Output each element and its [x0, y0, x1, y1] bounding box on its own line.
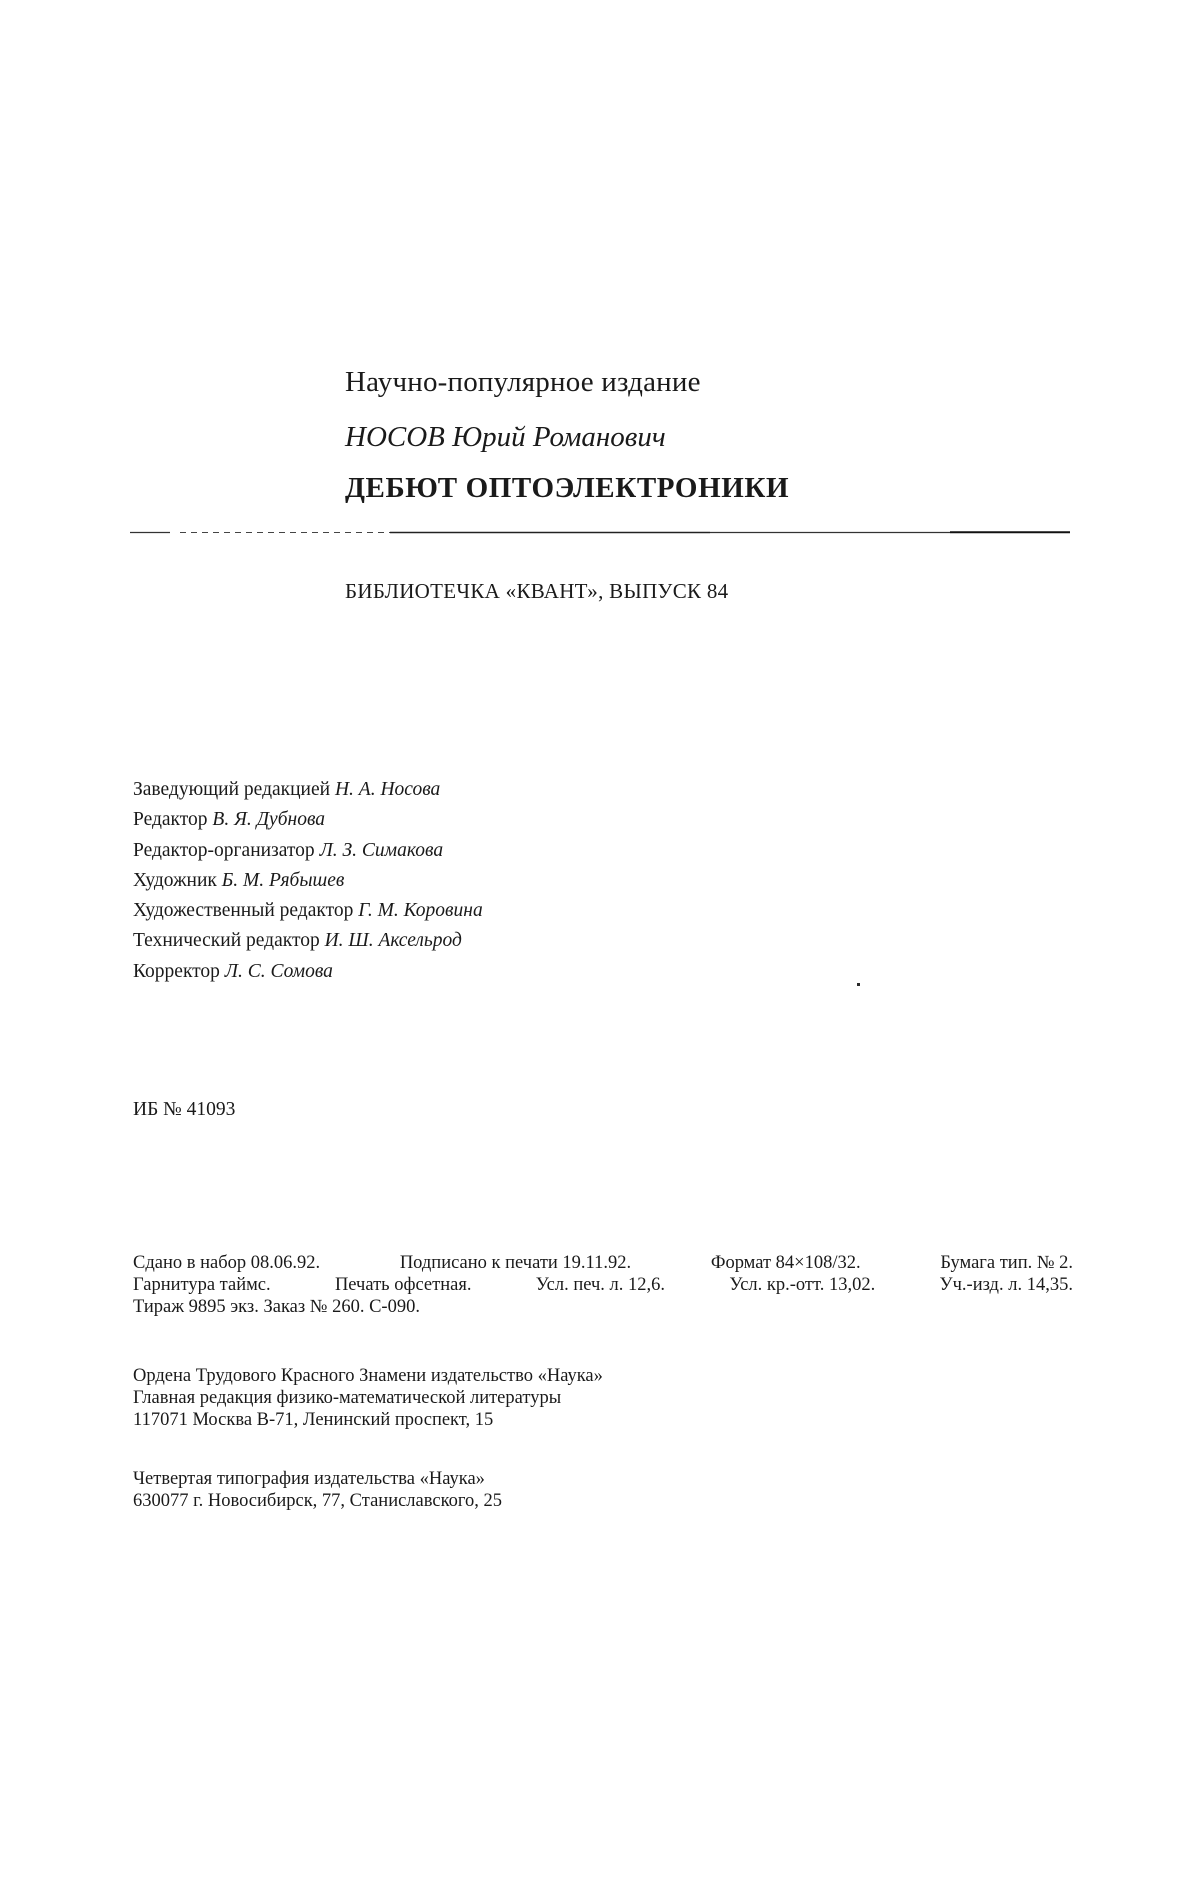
edition-type: Научно-популярное издание: [345, 366, 701, 398]
staff-role: Заведующий редакцией: [133, 779, 331, 800]
staff-role: Редактор-организатор: [133, 839, 315, 861]
staff-row: [133, 836, 483, 866]
format: Формат 84×108/32.: [710, 1253, 861, 1273]
book-title: ДЕБЮТ ОПТОЭЛЕКТРОНИКИ: [345, 472, 790, 504]
publisher-address: [133, 1365, 603, 1431]
divider-rule: [130, 531, 1070, 534]
print-details-line: [133, 1252, 1073, 1274]
printer-name: Четвертая типография издательства «Наука»: [133, 1469, 485, 1489]
staff-person: Л. С. Сомова: [224, 960, 333, 982]
staff-role: Редактор: [133, 809, 208, 831]
print-details-line: [133, 1296, 1073, 1318]
editorial-staff-list: [133, 775, 483, 987]
series-title: БИБЛИОТЕЧКА «КВАНТ», ВЫПУСК 84: [345, 579, 729, 603]
typeset-date: Сдано в набор 08.06.92.: [133, 1253, 321, 1273]
signed-date: Подписано к печати 19.11.92.: [399, 1253, 632, 1273]
staff-person: Г. М. Коровина: [358, 900, 483, 922]
publisher-division: Главная редакция физико-математической литературы: [133, 1388, 562, 1408]
printed-sheets: Усл. печ. л. 12,6.: [535, 1275, 666, 1295]
paper-type: Бумага тип. № 2.: [940, 1253, 1073, 1273]
author-name: НОСОВ Юрий Романович: [345, 421, 666, 453]
printer-address: [133, 1468, 502, 1512]
staff-row: [133, 805, 483, 835]
print-details: [133, 1252, 1073, 1318]
color-impressions: Усл. кр.-отт. 13,02.: [729, 1275, 876, 1295]
staff-role: Художественный редактор: [133, 900, 354, 922]
staff-person: И. Ш. Аксельрод: [324, 930, 462, 952]
ib-number: ИБ № 41093: [133, 1099, 236, 1120]
staff-person: Л. З. Симакова: [319, 839, 444, 861]
staff-row: [133, 896, 483, 926]
print-run: Тираж 9895 экз. Заказ № 260. С-090.: [133, 1297, 420, 1317]
imprint-header: [345, 368, 789, 503]
staff-person: Н. А. Носова: [334, 779, 441, 800]
print-details-line: [133, 1274, 1073, 1296]
staff-person: В. Я. Дубнова: [212, 809, 326, 831]
staff-row: [133, 866, 483, 896]
typeface: Гарнитура таймс.: [133, 1275, 271, 1295]
staff-role: Художник: [133, 869, 217, 891]
staff-role: Корректор: [133, 960, 220, 982]
divider-line: [130, 531, 1070, 534]
printer-street: 630077 г. Новосибирск, 77, Станиславского, 25: [133, 1491, 503, 1511]
scan-speck: [857, 983, 860, 986]
staff-row: [133, 957, 483, 987]
publisher-name: Ордена Трудового Красного Знамени издательство «Наука»: [133, 1366, 603, 1386]
publisher-sheets: Уч.-изд. л. 14,35.: [939, 1275, 1073, 1295]
publisher-street: 117071 Москва В-71, Ленинский проспект, 15: [133, 1410, 494, 1430]
staff-role: Технический редактор: [133, 930, 320, 952]
staff-row: [133, 926, 483, 956]
staff-row: [133, 775, 483, 805]
staff-person: Б. М. Рябышев: [221, 869, 345, 891]
print-method: Печать офсетная.: [334, 1275, 472, 1295]
